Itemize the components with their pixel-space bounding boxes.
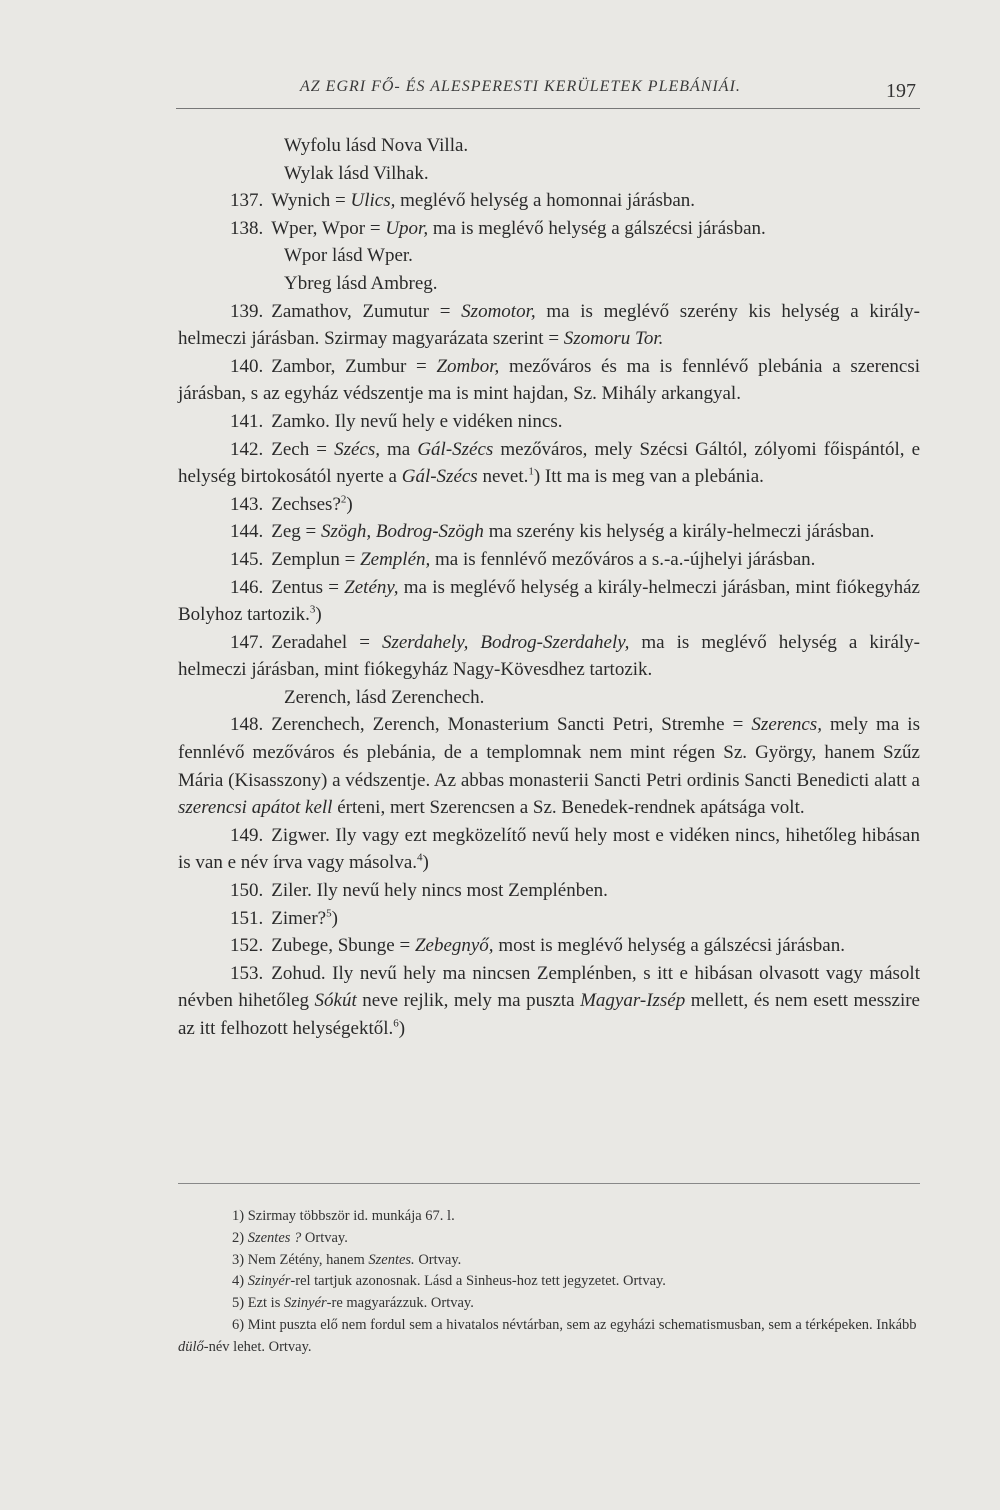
footnote-2: 2) Szentes ? Ortvay. [232, 1229, 348, 1246]
entry-143: 143. Zechses?$^2$) [230, 493, 353, 515]
entry-crossref: Wylak lásd Vilhak. [284, 162, 429, 184]
running-title: AZ EGRI FŐ- ÉS ALESPERESTI KERÜLETEK PLEBÁNIÁI. [300, 78, 741, 95]
entry-142: 142. Zech = Szécs, ma Gál-Szécs mezőváros, mely Szécsi Gáltól, zólyomi főispántól, e helység birtokosától nyerte a Gál-Szécs nevet.$^1$) Itt ma is meg van a plebánia. [178, 438, 920, 488]
entry-crossref: Ybreg lásd Ambreg. [284, 272, 438, 294]
entry-145: 145. Zemplun = Zemplén, ma is fennlévő mezőváros a s.-a.-újhelyi járásban. [230, 548, 816, 570]
footnote-ref: 4 [417, 852, 423, 865]
footnote-1: 1) Szirmay többször id. munkája 67. l. [232, 1208, 455, 1224]
main-text [178, 132, 920, 1043]
entry-crossref: Wpor lásd Wper. [284, 245, 413, 267]
footnote-ref: 2 [340, 493, 347, 506]
entry-139: 139. Zamathov, Zumutur = Szomotor, ma is meglévő szerény kis helység a király-helmeczi járásban. Szirmay magyarázata szerint = Szomoru Tor. [178, 300, 920, 350]
entry-149: 149. Zigwer. Ily vagy ezt megközelítő nevű hely most e vidéken nincs, hihetőleg hibásan is van e név írva vagy másolva.$^4$) [178, 824, 920, 874]
entry-crossref: Zerench, lásd Zerenchech. [284, 686, 485, 708]
footnote-ref: 3 [309, 603, 316, 616]
entry-146: 146. Zentus = Zetény, ma is meglévő helység a király-helmeczi járásban, mint fiókegyház Bolyhoz tartozik.$^3$) [178, 576, 920, 626]
footnote-ref: 6 [393, 1017, 399, 1030]
entry-148: 148. Zerenchech, Zerench, Monasterium Sancti Petri, Stremhe = Szerencs, mely ma is fennlévő mezőváros és plebánia, de a templomnak nem mint régen Sz. György, hanem Szűz Mária (Kisasszony) a védszentje. Az abbas monasterii Sancti Petri ordinis Sancti Benedicti alatt a szerencsi apátot kell érteni, mert Szerencsen a Sz. Benedek-rendnek apátsága volt. [178, 714, 920, 819]
entry-151: 151. Zimer?$^5$) [230, 907, 338, 929]
footnote-ref: 5 [326, 907, 332, 920]
entry-152: 152. Zubege, Sbunge = Zebegnyő, most is meglévő helység a gálszécsi járásban. [230, 935, 845, 957]
header-rule [176, 108, 920, 109]
entry-crossref: Wyfolu lásd Nova Villa. [284, 135, 469, 156]
footnotes [178, 1206, 920, 1359]
entry-137: 137. Wynich = Ulics, meglévő helység a homonnai járásban. [230, 190, 696, 212]
footnote-rule [178, 1183, 920, 1184]
footnote-6: 6) Mint puszta elő nem fordul sem a hivatalos névtárban, sem az egyházi schematismusban, sem a térképeken. Inkább dülő-név lehet. Ortvay. [178, 1316, 917, 1355]
footnote-5: 5) Ezt is Szinyér-re magyarázzuk. Ortvay. [232, 1295, 474, 1312]
entry-153: 153. Zohud. Ily nevű hely ma nincsen Zemplénben, s itt e hibásan olvasott vagy másolt névben hihetőleg Sókút neve rejlik, mely ma puszta Magyar-Izsép mellett, és nem esett messzire az itt felhozott helységektől.$^6$) [178, 962, 920, 1039]
entry-141: 141. Zamko. Ily nevű hely e vidéken nincs. [230, 410, 563, 432]
entry-140: 140. Zambor, Zumbur = Zombor, mezőváros és ma is fennlévő plebánia a szerencsi járásban, s az egyház védszentje ma is mint hajdan, Sz. Mihály arkangyal. [178, 355, 920, 405]
entry-138: 138. Wper, Wpor = Upor, ma is meglévő helység a gálszécsi járásban. [230, 217, 766, 239]
page-number: 197 [886, 80, 916, 102]
footnote-ref: 1 [528, 465, 534, 478]
entry-147: 147. Zeradahel = Szerdahely, Bodrog-Szerdahely, ma is meglévő helység a király-helmeczi járásban, mint fiókegyház Nagy-Kövesdhez tartozik. [178, 631, 920, 681]
footnote-3: 3) Nem Zétény, hanem Szentes. Ortvay. [232, 1251, 462, 1268]
footnote-4: 4) Szinyér-rel tartjuk azonosnak. Lásd a Sinheus-hoz tett jegyzetet. Ortvay. [232, 1273, 666, 1290]
entry-144: 144. Zeg = Szögh, Bodrog-Szögh ma szerény kis helység a király-helmeczi járásban. [230, 521, 875, 543]
entry-150: 150. Ziler. Ily nevű hely nincs most Zemplénben. [230, 880, 608, 902]
